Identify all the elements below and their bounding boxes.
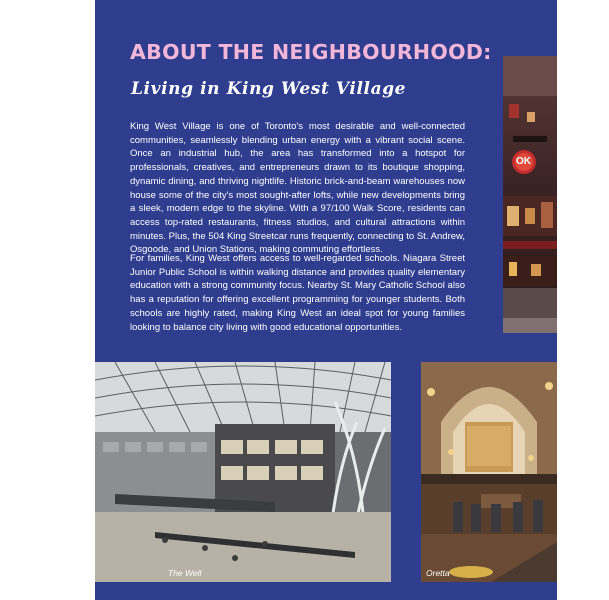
the-well-caption: The Well — [168, 568, 202, 578]
the-well-photo — [95, 362, 391, 582]
intro-paragraph: King West Village is one of Toronto's most desirable and well-connected communities, seamlessly blending urban energy with a vibrant social scene. Once an industrial hub, the area has transformed into a hotspot for professionals, creatives, and entrepreneurs drawn to its boutique shopping, dynamic dining, and thriving nightlife. Historic brick-and-beam warehouses now house some of the city's most sought-after lofts, while new developments bring a sleek, modern edge to the skyline. With a 97/100 Walk Score, residents can access top-rated restaurants, fitness studios, and cultural attractions within minutes. Plus, the 504 King Streetcar runs frequently, connecting to St. Andrew, Osgoode, and Union Stations, making commuting effortless. — [130, 121, 465, 256]
schools-paragraph: For families, King West offers access to well-regarded schools. Niagara Street Junior Public School is within walking distance and provides quality elementary education with a strong community focus. Nearby St. Mary Catholic School also has a reputation for offering excellent programming for younger students. Both schools are highly rated, making King West an ideal spot for young families looking to balance city living with good educational opportunities. — [130, 253, 465, 333]
oretta-photo — [421, 362, 557, 582]
street-sign-text: OK — [516, 156, 531, 167]
king-west-street-photo — [503, 56, 557, 333]
oretta-caption: Oretta — [426, 568, 450, 578]
page-subheading: Living in King West Village — [131, 79, 407, 99]
neighbourhood-page — [95, 0, 557, 600]
page-heading: ABOUT THE NEIGHBOURHOOD: — [130, 40, 492, 64]
